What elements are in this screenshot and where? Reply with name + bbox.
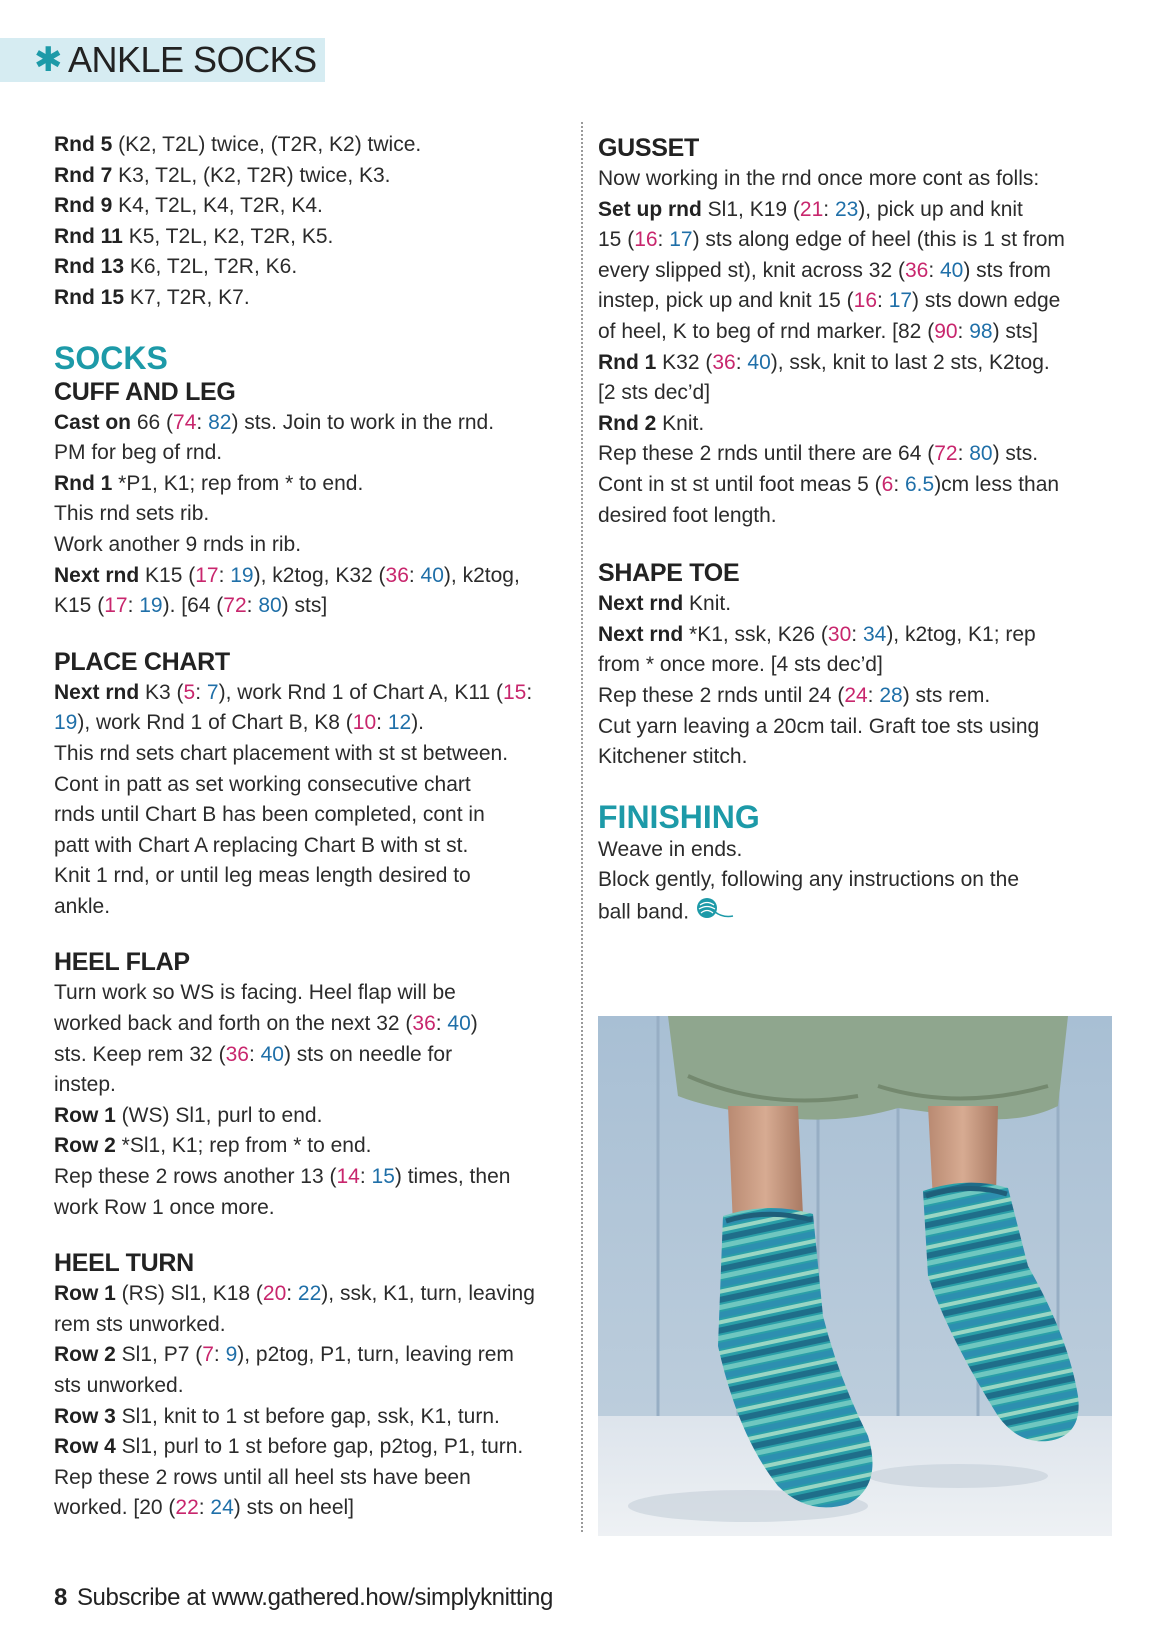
subsection-title-gusset: GUSSET bbox=[598, 134, 699, 162]
instruction-line: Kitchener stitch. bbox=[598, 745, 748, 769]
instruction-line: 19), work Rnd 1 of Chart B, K8 (10: 12). bbox=[54, 711, 425, 735]
instruction-line: Row 4 Sl1, purl to 1 st before gap, p2tog, P1, turn. bbox=[54, 1435, 524, 1459]
instruction-line: Weave in ends. bbox=[598, 837, 743, 861]
subscribe-link[interactable]: Subscribe at www.gathered.how/simplyknitting bbox=[76, 1584, 553, 1611]
instruction-line: work Row 1 once more. bbox=[54, 1195, 275, 1219]
yarn-ball-icon bbox=[695, 896, 735, 930]
right-column bbox=[598, 132, 1118, 929]
section-title-finishing: FINISHING bbox=[598, 798, 760, 835]
instruction-line: K15 (17: 19). [64 (72: 80) sts] bbox=[54, 594, 328, 618]
instruction-line: Rep these 2 rows another 13 (14: 15) times, then bbox=[54, 1165, 511, 1189]
instruction-line: Turn work so WS is facing. Heel flap will be bbox=[54, 981, 456, 1005]
instruction-line: sts. Keep rem 32 (36: 40) sts on needle for bbox=[54, 1042, 453, 1066]
instruction-line: instep, pick up and knit 15 (16: 17) sts down edge bbox=[598, 289, 1061, 313]
instruction-line: 15 (16: 17) sts along edge of heel (this is 1 st from bbox=[598, 228, 1065, 252]
subsection-title-heel-turn: HEEL TURN bbox=[54, 1249, 194, 1278]
instruction-line: Rep these 2 rnds until there are 64 (72: 80) sts. bbox=[598, 442, 1039, 466]
subsection-title-place-chart: PLACE CHART bbox=[54, 647, 230, 676]
instruction-line: sts unworked. bbox=[54, 1374, 184, 1397]
instruction-line: rnds until Chart B has been completed, cont in bbox=[54, 803, 485, 827]
instruction-line: Row 2 *Sl1, K1; rep from * to end. bbox=[54, 1134, 372, 1158]
ankle-socks-photo bbox=[598, 1016, 1112, 1536]
page-footer bbox=[54, 1584, 553, 1612]
instruction-line: Rnd 9 K4, T2L, K4, T2R, K4. bbox=[54, 194, 323, 218]
instruction-line: Rep these 2 rows until all heel sts have been bbox=[54, 1465, 471, 1489]
instruction-line: Rnd 1 *P1, K1; rep from * to end. bbox=[54, 471, 364, 495]
instruction-line: instep. bbox=[54, 1073, 116, 1097]
instruction-line: Rnd 1 K32 (36: 40), ssk, knit to last 2 sts, K2tog. bbox=[598, 350, 1050, 374]
instruction-line: Set up rnd Sl1, K19 (21: 23), pick up and knit bbox=[598, 197, 1023, 221]
instruction-line: ankle. bbox=[54, 894, 111, 918]
subsection-title-shape-toe: SHAPE TOE bbox=[598, 559, 740, 588]
instruction-line: rem sts unworked. bbox=[54, 1312, 226, 1336]
instruction-line: ball band. bbox=[598, 896, 1118, 930]
instruction-line: Block gently, following any instructions on the bbox=[598, 868, 1020, 892]
instruction-line: Work another 9 rnds in rib. bbox=[54, 532, 302, 556]
instruction-line: Cut yarn leaving a 20cm tail. Graft toe sts using bbox=[598, 714, 1040, 738]
subsection-title-heel-flap: HEEL FLAP bbox=[54, 948, 190, 977]
instruction-line: This rnd sets rib. bbox=[54, 502, 210, 526]
instruction-line: [2 sts dec’d] bbox=[598, 381, 711, 405]
instruction-line: Row 2 Sl1, P7 (7: 9), p2tog, P1, turn, leaving rem bbox=[54, 1343, 514, 1367]
instruction-line: worked. [20 (22: 24) sts on heel] bbox=[54, 1496, 355, 1520]
subsection-title-cuff: CUFF AND LEG bbox=[54, 377, 236, 406]
instruction-line: Now working in the rnd once more cont as folls: bbox=[598, 167, 1040, 190]
instruction-line: Rep these 2 rnds until 24 (24: 28) sts rem. bbox=[598, 683, 991, 707]
instruction-line: Next rnd K3 (5: 7), work Rnd 1 of Chart A, K11 (15: bbox=[54, 680, 533, 704]
instruction-line: Rnd 15 K7, T2R, K7. bbox=[54, 285, 250, 309]
instruction-line: Next rnd K15 (17: 19), k2tog, K32 (36: 40), k2tog, bbox=[54, 563, 520, 587]
instruction-line: of heel, K to beg of rnd marker. [82 (90: 98) sts] bbox=[598, 319, 1039, 343]
instruction-line: Cont in st st until foot meas 5 (6: 6.5)cm less than bbox=[598, 472, 1060, 496]
instruction-line: This rnd sets chart placement with st st between. bbox=[54, 741, 509, 765]
instruction-line: patt with Chart A replacing Chart B with st st. bbox=[54, 833, 469, 857]
instruction-line: Next rnd Knit. bbox=[598, 592, 732, 616]
instruction-line: Rnd 5 (K2, T2L) twice, (T2R, K2) twice. bbox=[54, 133, 422, 156]
instruction-line: PM for beg of rnd. bbox=[54, 441, 223, 465]
column-divider bbox=[581, 122, 583, 1532]
instruction-line: Row 1 (RS) Sl1, K18 (20: 22), ssk, K1, turn, leaving bbox=[54, 1282, 535, 1306]
left-column bbox=[54, 130, 566, 1524]
instruction-line: from * once more. [4 sts dec’d] bbox=[598, 653, 883, 677]
instruction-line: Cast on 66 (74: 82) sts. Join to work in the rnd. bbox=[54, 410, 495, 434]
instruction-line: Rnd 13 K6, T2L, T2R, K6. bbox=[54, 255, 298, 279]
instruction-line: Row 3 Sl1, knit to 1 st before gap, ssk, K1, turn. bbox=[54, 1404, 500, 1428]
instruction-line: Next rnd *K1, ssk, K26 (30: 34), k2tog, K1; rep bbox=[598, 622, 1036, 646]
instruction-line: Rnd 2 Knit. bbox=[598, 411, 705, 435]
instruction-line: every slipped st), knit across 32 (36: 40) sts from bbox=[598, 258, 1051, 282]
instruction-line: Rnd 11 K5, T2L, K2, T2R, K5. bbox=[54, 224, 334, 248]
instruction-line: Row 1 (WS) Sl1, purl to end. bbox=[54, 1103, 323, 1127]
instruction-line: Cont in patt as set working consecutive chart bbox=[54, 772, 471, 796]
section-title-socks: SOCKS bbox=[54, 339, 168, 376]
instruction-line: Knit 1 rnd, or until leg meas length desired to bbox=[54, 864, 471, 888]
instruction-line: desired foot length. bbox=[598, 503, 777, 527]
instruction-line: Rnd 7 K3, T2L, (K2, T2R) twice, K3. bbox=[54, 163, 391, 187]
asterisk-flower-icon: ✱ bbox=[34, 41, 63, 79]
page-title: ANKLE SOCKS bbox=[68, 39, 317, 80]
page-number: 8 bbox=[54, 1584, 67, 1611]
section-header bbox=[0, 38, 325, 82]
instruction-line: worked back and forth on the next 32 (36: 40) bbox=[54, 1012, 478, 1036]
